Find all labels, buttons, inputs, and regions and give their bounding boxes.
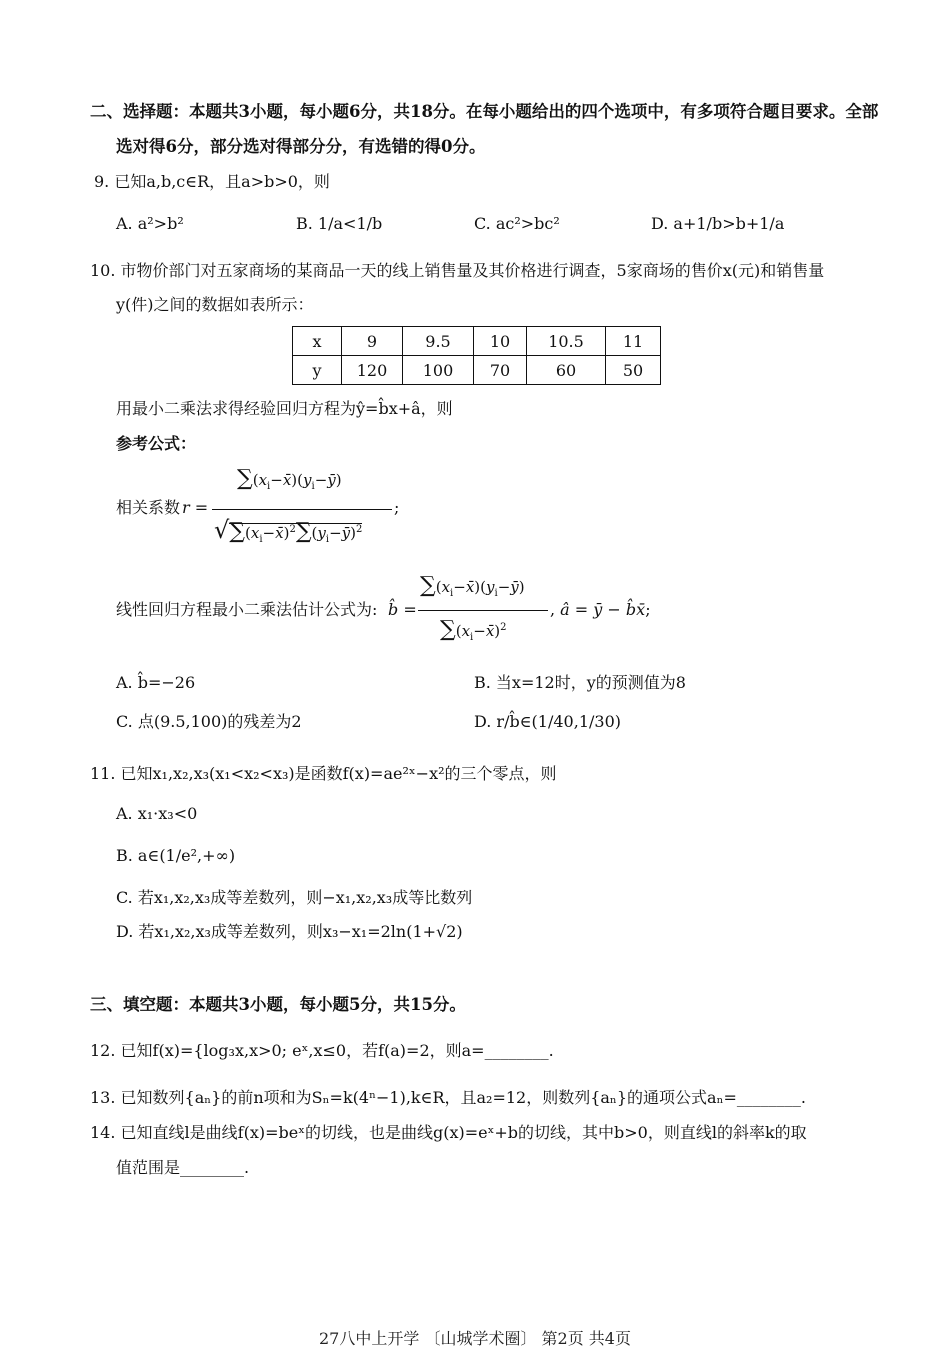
corr-numerator: $\sum(x_i-x̄)(y_i-ȳ)$ bbox=[237, 466, 342, 492]
section3-header: 三、填空题：本题共3小题，每小题5分，共15分。 bbox=[90, 995, 466, 1014]
q10-option-c: C. 点(9.5,100)的残差为2 bbox=[116, 712, 302, 731]
q10-option-a: A. b̂=−26 bbox=[116, 673, 196, 692]
table-cell: 9.5 bbox=[403, 327, 474, 356]
table-cell: 11 bbox=[606, 327, 661, 356]
q11-option-d: D. 若x₁,x₂,x₃成等差数列，则x₃−x₁=2ln(1+√2) bbox=[116, 922, 463, 941]
q10-option-d: D. r/b̂∈(1/40,1/30) bbox=[474, 712, 621, 731]
table-row-y bbox=[293, 356, 661, 385]
q10-option-b: B. 当x=12时，y的预测值为8 bbox=[474, 673, 686, 692]
table-cell: 70 bbox=[474, 356, 527, 385]
q11-option-c: C. 若x₁,x₂,x₃成等差数列，则−x₁,x₂,x₃成等比数列 bbox=[116, 888, 473, 907]
corr-fraction-bar bbox=[212, 509, 392, 510]
q11-option-a: A. x₁·x₃<0 bbox=[116, 804, 198, 823]
corr-denominator: $√\sum(x_i-x̄)^2\sum(y_i-ȳ)^2$ bbox=[214, 516, 363, 545]
corr-formula-lhs: r = bbox=[182, 498, 209, 517]
ref-formula-title: 参考公式： bbox=[116, 434, 197, 453]
q9-option-d: D. a+1/b>b+1/a bbox=[651, 214, 785, 233]
q9-option-b: B. 1/a<1/b bbox=[296, 214, 383, 233]
q13-stem: 13. 已知数列{aₙ}的前n项和为Sₙ=k(4ⁿ−1),k∈R，且a₂=12，则数列{aₙ}的通项公式aₙ=________. bbox=[90, 1088, 806, 1107]
table-cell: 120 bbox=[342, 356, 403, 385]
table-cell: 100 bbox=[403, 356, 474, 385]
ols-numerator: $\sum(x_i-x̄)(y_i-ȳ)$ bbox=[420, 573, 525, 599]
table-cell: y bbox=[293, 356, 342, 385]
ols-label: 线性回归方程最小二乘法估计公式为: bbox=[116, 600, 378, 619]
section2-header-line2: 选对得6分，部分选对得部分分，有选错的得0分。 bbox=[116, 137, 486, 156]
q9-option-c: C. ac²>bc² bbox=[474, 214, 560, 233]
table-cell: 10.5 bbox=[527, 327, 606, 356]
page-footer: 27八中上开学 〔山城学术圈〕 第2页 共4页 bbox=[319, 1329, 631, 1348]
q9-option-a: A. a²>b² bbox=[116, 214, 184, 233]
ols-intercept: , â = ȳ − b̂x̄; bbox=[550, 600, 651, 619]
table-cell: 9 bbox=[342, 327, 403, 356]
ols-fraction-bar bbox=[418, 610, 548, 611]
q10-stem-line2: y(件)之间的数据如表所示： bbox=[116, 295, 314, 314]
table-cell: x bbox=[293, 327, 342, 356]
table-cell: 10 bbox=[474, 327, 527, 356]
ols-lhs: b̂ = bbox=[388, 600, 417, 619]
q11-stem: 11. 已知x₁,x₂,x₃(x₁<x₂<x₃)是函数f(x)=ae²ˣ−x²的三个零点，则 bbox=[90, 764, 557, 783]
data-table bbox=[292, 326, 661, 385]
q14-stem-line1: 14. 已知直线l是曲线f(x)=beˣ的切线，也是曲线g(x)=eˣ+b的切线，其中b>0，则直线l的斜率k的取 bbox=[90, 1123, 807, 1142]
table-cell: 60 bbox=[527, 356, 606, 385]
q11-option-b: B. a∈(1/e²,+∞) bbox=[116, 846, 236, 865]
table-cell: 50 bbox=[606, 356, 661, 385]
corr-label: 相关系数 bbox=[116, 498, 181, 517]
table-row-x bbox=[293, 327, 661, 356]
q10-stem-line1: 10. 市物价部门对五家商场的某商品一天的线上销售量及其价格进行调查，5家商场的售价x(元)和销售量 bbox=[90, 261, 825, 280]
q10-regression-line: 用最小二乘法求得经验回归方程为ŷ=b̂x+â，则 bbox=[116, 399, 453, 418]
q14-stem-line2: 值范围是________. bbox=[116, 1158, 250, 1177]
ols-denominator: $\sum(x_i-x̄)^2$ bbox=[440, 617, 507, 643]
q9-stem: 9. 已知a,b,c∈R，且a>b>0，则 bbox=[94, 172, 330, 191]
section2-header-line1: 二、选择题：本题共3小题，每小题6分，共18分。在每小题给出的四个选项中，有多项符合题目要求。全部 bbox=[90, 102, 879, 121]
q12-stem: 12. 已知f(x)={log₃x,x>0; eˣ,x≤0，若f(a)=2，则a=________. bbox=[90, 1041, 554, 1060]
corr-semicolon: ; bbox=[394, 498, 400, 517]
